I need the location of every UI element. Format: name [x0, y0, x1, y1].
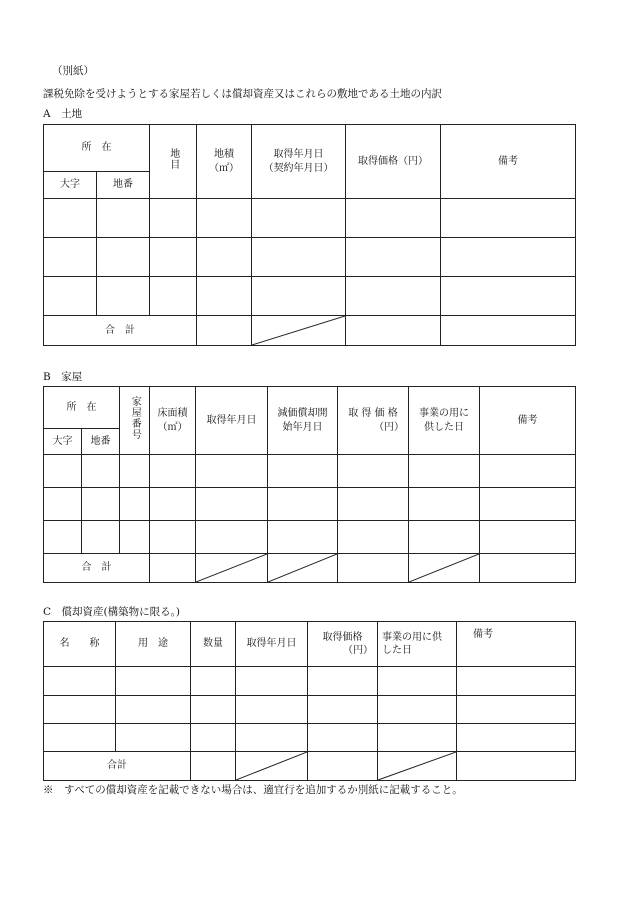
asset-remarks-header: 備考	[457, 622, 576, 667]
table-row	[44, 488, 576, 521]
land-remarks-header: 備考	[441, 125, 576, 199]
diagonal-cell	[236, 752, 308, 781]
house-remarks-header: 備考	[480, 387, 576, 455]
land-oaza-header: 大字	[44, 172, 97, 199]
house-acq-date-header: 取得年月日	[196, 387, 268, 455]
land-chiban-header: 地番	[97, 172, 150, 199]
table-row	[44, 667, 576, 696]
land-table	[43, 124, 576, 346]
diagonal-cell	[196, 554, 268, 583]
house-depr-header: 減価償却開 始年月日	[268, 387, 338, 455]
table-row	[44, 696, 576, 724]
asset-total-label: 合計	[44, 752, 191, 781]
house-location-header: 所 在	[44, 387, 120, 429]
house-oaza-header: 大字	[44, 429, 82, 455]
table-row	[44, 521, 576, 554]
land-area-header: 地積 （㎡）	[197, 125, 252, 199]
house-price-header: 取 得 価 格 （円）	[338, 387, 409, 455]
land-price-header: 取得価格（円）	[346, 125, 441, 199]
table-row	[44, 277, 576, 316]
asset-qty-header: 数量	[191, 622, 236, 667]
asset-name-header: 名 称	[44, 622, 116, 667]
diagonal-cell	[268, 554, 338, 583]
diagonal-cell	[252, 316, 346, 346]
footnote: ※ すべての償却資産を記載できない場合は、適宜行を追加するか別紙に記載すること。	[43, 784, 463, 796]
diagonal-cell	[378, 752, 457, 781]
land-location-header: 所 在	[44, 125, 150, 172]
land-section-title: A 土地	[43, 108, 83, 120]
land-acq-date-header: 取得年月日 （契約年月日）	[252, 125, 346, 199]
attachment-label: （別紙）	[52, 65, 94, 77]
asset-section-title: C 償却資産(構築物に限る。)	[43, 606, 180, 618]
house-chiban-header: 地番	[82, 429, 120, 455]
asset-use-date-header: 事業の用に供 した日	[378, 622, 457, 667]
house-number-header: 家屋番号	[120, 387, 150, 455]
land-total-row	[44, 316, 576, 346]
asset-price-header: 取得価格 （円）	[308, 622, 378, 667]
table-row	[44, 199, 576, 238]
page-heading: 課税免除を受けようとする家屋若しくは償却資産又はこれらの敷地である土地の内訳	[43, 88, 442, 100]
house-total-row	[44, 554, 576, 583]
house-section-title: B 家屋	[43, 371, 83, 383]
house-floor-header: 床面積 （㎡）	[150, 387, 196, 455]
table-row	[44, 455, 576, 488]
asset-total-row	[44, 752, 576, 781]
house-table	[43, 386, 576, 583]
diagonal-cell	[409, 554, 480, 583]
table-row	[44, 238, 576, 277]
land-total-label: 合 計	[44, 316, 197, 346]
house-use-header: 事業の用に 供した日	[409, 387, 480, 455]
asset-table	[43, 621, 576, 781]
house-total-label: 合 計	[44, 554, 150, 583]
table-row	[44, 724, 576, 752]
asset-use-header: 用 途	[116, 622, 191, 667]
asset-acq-date-header: 取得年月日	[236, 622, 308, 667]
land-chimoku-header: 地目	[150, 125, 197, 199]
